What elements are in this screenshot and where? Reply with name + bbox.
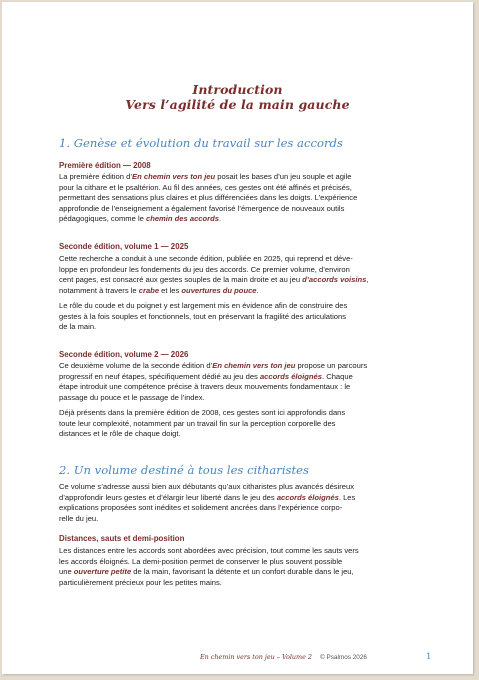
text-run: .	[219, 214, 222, 224]
text-line	[59, 301, 421, 312]
text-run: progressif en neuf étapes, spécifiquement dédié au jeu des	[59, 371, 260, 381]
text-run: étape introduit une compétence précise à travers deux mouvements fondamentaux : le	[59, 382, 351, 392]
text-run: Ce volume s’adresse aussi bien aux débutants qu’aux citharistes plus avancés désireux	[59, 482, 355, 491]
emphasis-term: crabe	[138, 285, 160, 295]
paragraph	[59, 172, 421, 225]
text-run: loppe en profondeur les fondements du jeu des accords. Ce premier volume, d’environ	[59, 264, 350, 274]
paragraph	[59, 482, 421, 524]
text-run: La première édition d’	[59, 172, 133, 181]
text-run: pédagogiques, comme le	[59, 214, 146, 224]
page-title: Introduction	[192, 82, 283, 97]
text-run: une	[59, 567, 74, 577]
text-run: les accords éloignés. La demi-position permet de conserver le plus souvent possible	[59, 556, 343, 566]
emphasis-term: chemin des accords	[145, 214, 219, 224]
text-line	[59, 567, 421, 578]
emphasis-term: ouvertures du pouce	[181, 285, 257, 295]
text-line	[59, 183, 421, 194]
text-line	[59, 204, 421, 215]
text-run: de la main.	[59, 322, 97, 332]
text-run: toute leur complexité, notamment par un travail fin sur la perception corporelle des	[59, 418, 336, 428]
subsection-premiere-edition-heading: Première édition — 2008	[59, 161, 151, 170]
text-run: approfondie de l’enseignement a également favorisé l’émergence de nouveaux outils	[59, 203, 345, 213]
footer-copyright: © Psalmos 2026	[319, 654, 367, 661]
subsection-distances-heading: Distances, sauts et demi-position	[59, 534, 185, 543]
text-run: .	[256, 285, 259, 295]
paragraph	[59, 301, 421, 333]
text-run: et les	[159, 285, 182, 295]
text-run: explications proposées sont inédites et solidement ancrées dans l’expérience corpo-	[59, 503, 343, 513]
subsection-seconde-edition-vol1-heading: Seconde édition, volume 1 — 2025	[59, 242, 189, 251]
text-run: Ce deuxième volume de la seconde édition d’	[59, 361, 213, 370]
text-run: ,	[366, 275, 369, 285]
text-run: Le rôle du coude et du poignet y est largement mis en évidence afin de construire des	[59, 301, 348, 310]
text-line	[59, 172, 421, 183]
text-line	[59, 393, 421, 404]
text-run: propose un parcours	[295, 361, 368, 370]
text-run: gestes à la fois souples et fonctionnels, tout en préservant la fragilité des articulations	[59, 311, 347, 321]
text-line	[59, 322, 421, 333]
paragraph	[59, 254, 421, 296]
text-line	[59, 254, 421, 265]
text-run: Les distances entre les accords sont abordées avec précision, tout comme les sauts vers	[59, 546, 359, 555]
paragraph	[59, 361, 421, 403]
emphasis-term: accords éloignés	[259, 371, 322, 381]
text-run: de la main, favorisant la détente et un confort durable dans le jeu,	[131, 567, 354, 577]
text-line	[59, 493, 421, 504]
text-run: permettant des sensations plus claires et plus différenciées dans les doigts. L’expérience	[59, 193, 358, 203]
text-run: particulièrement précieux pour les petites mains.	[59, 577, 222, 587]
emphasis-term: accords éloignés	[276, 492, 339, 502]
page-number: 1	[426, 652, 432, 662]
page-footer	[200, 653, 367, 662]
text-line	[59, 546, 421, 557]
text-line	[59, 312, 421, 323]
text-line	[59, 265, 421, 276]
emphasis-term: d’accords voisins	[302, 275, 367, 285]
section-1-heading: 1. Genèse et évolution du travail sur les accords	[59, 136, 343, 150]
text-line	[59, 286, 421, 297]
paragraph	[59, 408, 421, 440]
text-run: notamment à travers le	[59, 285, 139, 295]
text-line	[59, 361, 421, 372]
text-line	[59, 514, 421, 525]
emphasis-term: En chemin vers ton jeu	[212, 361, 296, 370]
text-line	[59, 557, 421, 568]
text-run: cent pages, est consacré aux gestes souples de la main droite et au jeu	[59, 275, 303, 285]
text-run: passage du pouce et le passage de l’index.	[59, 392, 205, 402]
paragraph	[59, 546, 421, 588]
subsection-seconde-edition-vol2-heading: Seconde édition, volume 2 — 2026	[59, 350, 189, 359]
text-run: . Les	[338, 492, 356, 502]
text-run: d’approfondir leurs gestes et d’élargir leur liberté dans le jeu des	[59, 492, 277, 502]
document-page	[2, 2, 473, 674]
emphasis-term: ouverture petite	[73, 567, 132, 577]
section-2-heading: 2. Un volume destiné à tous les citharistes	[59, 463, 309, 477]
text-line	[59, 408, 421, 419]
text-line	[59, 382, 421, 393]
text-run: relle du jeu.	[59, 513, 99, 523]
text-run: distances et le rôle de chaque doigt.	[59, 429, 181, 439]
emphasis-term: En chemin vers ton jeu	[132, 172, 216, 181]
text-line	[59, 193, 421, 204]
text-run: . Chaque	[322, 371, 353, 381]
text-run: Déjà présents dans la première édition de 2008, ces gestes sont ici approfondis dans	[59, 408, 346, 417]
text-line	[59, 578, 421, 589]
text-line	[59, 419, 421, 430]
text-line	[59, 214, 421, 225]
text-line	[59, 482, 421, 493]
text-line	[59, 503, 421, 514]
text-run: pour la cithare et le psaltérion. Au fil des années, ces gestes ont été affinés et précisés,	[59, 182, 352, 192]
text-run: posait les bases d’un jeu souple et agile	[215, 172, 352, 181]
text-line	[59, 275, 421, 286]
text-line	[59, 372, 421, 383]
text-line	[59, 429, 421, 440]
text-run: Cette recherche a conduit à une seconde édition, publiée en 2025, qui reprend et déve-	[59, 254, 353, 263]
page-subtitle: Vers l’agilité de la main gauche	[125, 97, 350, 112]
footer-book-title: En chemin vers ton jeu – Volume 2	[200, 653, 312, 661]
